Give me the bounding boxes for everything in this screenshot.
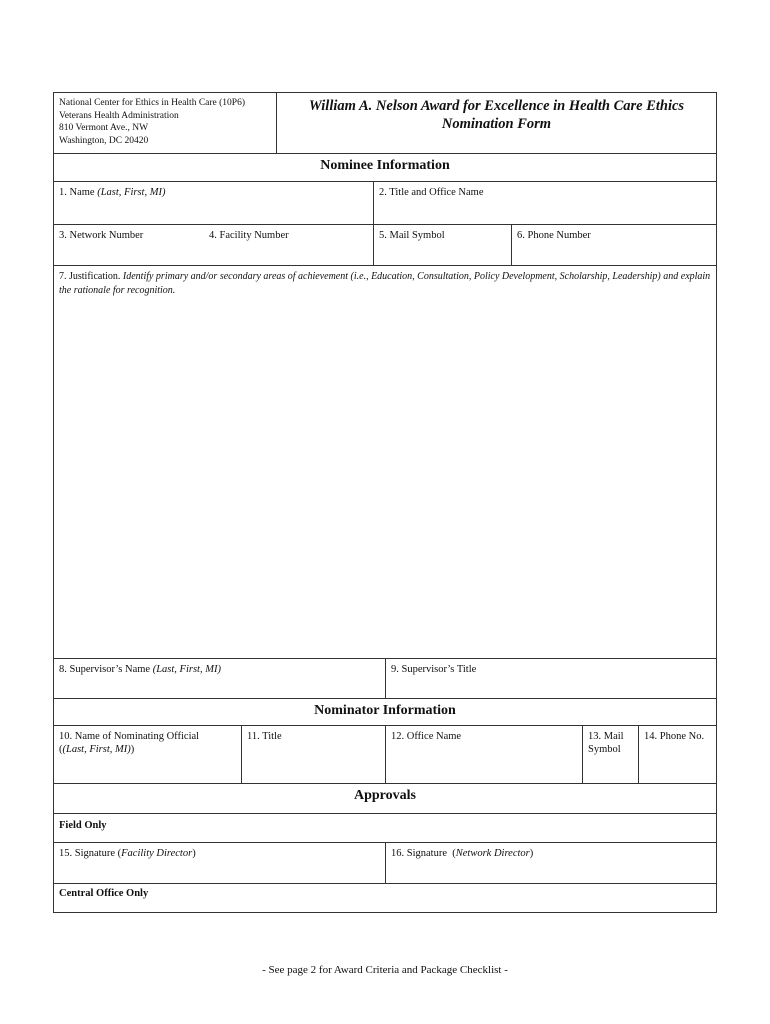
title-office-field[interactable] bbox=[373, 182, 716, 224]
signature-row bbox=[53, 842, 717, 883]
central-office-row bbox=[53, 883, 717, 913]
address-line: 810 Vermont Ave., NW bbox=[59, 123, 149, 133]
signature-15-label: 15. Signature bbox=[59, 848, 115, 859]
facility-number-field[interactable] bbox=[204, 225, 373, 265]
nominator-section-title bbox=[53, 698, 717, 725]
section-heading: Approvals bbox=[354, 788, 416, 803]
mail-symbol-label: 5. Mail Symbol bbox=[379, 230, 445, 241]
phone-number-label: 6. Phone Number bbox=[517, 230, 591, 241]
nominator-title-label: 11. Title bbox=[247, 731, 282, 742]
form-header bbox=[53, 92, 717, 153]
nominee-section-title bbox=[53, 153, 717, 181]
nominator-row bbox=[53, 725, 717, 783]
supervisor-name-label: 8. Supervisor’s Name bbox=[59, 664, 151, 675]
supervisor-row bbox=[53, 658, 717, 698]
nominating-official-hint: (Last, First, MI) bbox=[62, 744, 131, 755]
section-heading: Nominee Information bbox=[320, 158, 450, 173]
field-only-row bbox=[53, 813, 717, 842]
approvals-section-title bbox=[53, 783, 717, 813]
mail-symbol-field[interactable] bbox=[373, 225, 511, 265]
phone-no-label: 14. Phone No. bbox=[644, 731, 705, 742]
agency-address bbox=[54, 93, 276, 153]
form-title-line2: Nomination Form bbox=[441, 116, 552, 132]
signature-16-label: 16. Signature bbox=[391, 848, 447, 859]
signature-15-hint: Facility Director bbox=[121, 848, 193, 859]
field-only-label: Field Only bbox=[59, 820, 107, 831]
network-number-field[interactable] bbox=[54, 225, 204, 265]
justification-field[interactable] bbox=[53, 265, 717, 658]
address-line: National Center for Ethics in Health Care (10P6) bbox=[59, 98, 245, 108]
name-field[interactable] bbox=[54, 182, 373, 224]
facility-director-signature-field[interactable]: 15. Signature (Facility Director) bbox=[59, 848, 196, 859]
section-heading: Nominator Information bbox=[314, 703, 456, 718]
office-name-field[interactable] bbox=[385, 726, 582, 783]
justification-text bbox=[54, 266, 716, 658]
nomination-form bbox=[53, 92, 717, 913]
address-line: Veterans Health Administration bbox=[59, 110, 179, 121]
nominee-row-name bbox=[53, 181, 717, 224]
nominator-title-field[interactable] bbox=[241, 726, 385, 783]
name-hint: (Last, First, MI) bbox=[97, 187, 166, 198]
supervisor-title-field[interactable] bbox=[385, 659, 716, 698]
nominating-official-field[interactable]: 10. Name of Nominating Official ((Last, First, MI)) bbox=[54, 726, 241, 783]
title-office-label: 2. Title and Office Name bbox=[379, 187, 484, 198]
justification-label: 7. Justification. bbox=[59, 271, 121, 282]
network-director-signature-field[interactable]: 16. Signature (Network Director) bbox=[385, 843, 716, 883]
form-title bbox=[276, 93, 716, 153]
name-label: 1. Name bbox=[59, 187, 95, 198]
office-name-label: 12. Office Name bbox=[391, 731, 462, 742]
mail-symbol-label-line1: 13. Mail bbox=[588, 731, 624, 742]
footer-note: - See page 2 for Award Criteria and Package Checklist - bbox=[262, 964, 508, 976]
supervisor-title-label: 9. Supervisor’s Title bbox=[391, 664, 477, 675]
address-line: Washington, DC 20420 bbox=[59, 135, 149, 146]
facility-number-label: 4. Facility Number bbox=[209, 230, 289, 241]
network-number-label: 3. Network Number bbox=[59, 230, 144, 241]
nominee-row-numbers bbox=[53, 224, 717, 265]
form-title-line1: William A. Nelson Award for Excellence in Health Care Ethics bbox=[308, 98, 685, 114]
phone-number-field[interactable] bbox=[511, 225, 716, 265]
signature-16-hint: Network Director bbox=[455, 848, 530, 859]
nominator-phone-field[interactable] bbox=[638, 726, 716, 783]
justification-hint: Identify primary and/or secondary areas of achievement (i.e., Education, Consultation, Policy Development, Scholarship, Leadership) and explain the rationale for recognition. bbox=[59, 271, 711, 296]
mail-symbol-label-line2: Symbol bbox=[588, 744, 621, 755]
supervisor-name-field[interactable] bbox=[54, 659, 385, 698]
supervisor-name-hint: (Last, First, MI) bbox=[152, 664, 221, 675]
central-office-label: Central Office Only bbox=[59, 888, 149, 899]
nominating-official-label: 10. Name of Nominating Official bbox=[59, 731, 200, 742]
nominator-mail-symbol-field[interactable] bbox=[582, 726, 638, 783]
